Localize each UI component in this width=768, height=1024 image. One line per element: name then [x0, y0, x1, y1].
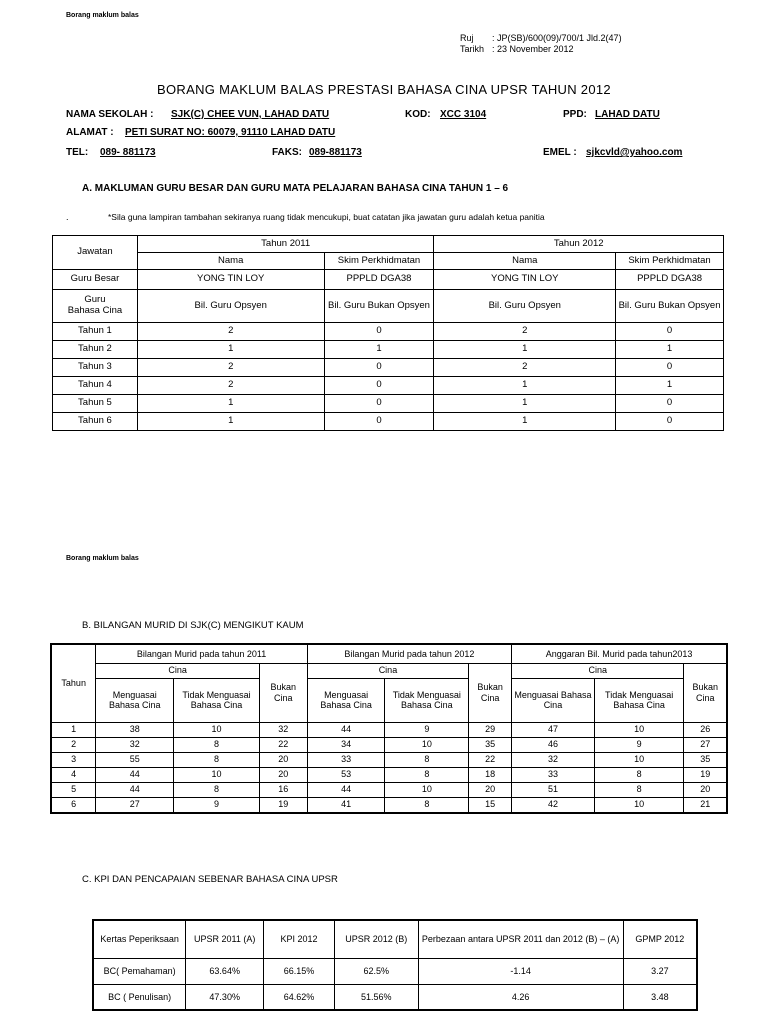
- ppd-label: PPD:: [563, 109, 587, 120]
- cell-value: 41: [307, 797, 385, 813]
- cell-value: 63.64%: [186, 958, 264, 984]
- gb-skim-2011: PPPLD DGA38: [324, 270, 434, 290]
- grp-2013: Anggaran Bil. Murid pada tahun2013: [512, 644, 727, 663]
- cell-value: 20: [684, 782, 727, 797]
- menguasai-2013: Menguasai Bahasa Cina: [512, 678, 595, 722]
- cell-value: 10: [594, 722, 684, 737]
- cell-value: 47: [512, 722, 595, 737]
- cell-value: 8: [385, 752, 469, 767]
- bukan-2011: Bukan Cina: [259, 663, 307, 722]
- tidak-2013: Tidak Menguasai Bahasa Cina: [594, 678, 684, 722]
- kpi-table: [92, 919, 698, 1011]
- cell-value: 8: [385, 767, 469, 782]
- cell-value: 20: [469, 782, 512, 797]
- table-row: [53, 395, 724, 413]
- cell-value: 9: [174, 797, 260, 813]
- col-gpmp: GPMP 2012: [623, 920, 697, 958]
- row-label: 6: [51, 797, 96, 813]
- cell-value: 29: [469, 722, 512, 737]
- menguasai-2012: Menguasai Bahasa Cina: [307, 678, 385, 722]
- col-kertas: Kertas Peperiksaan: [93, 920, 186, 958]
- grp-2012: Bilangan Murid pada tahun 2012: [307, 644, 511, 663]
- cell-value: 21: [684, 797, 727, 813]
- cell-value: 27: [96, 797, 174, 813]
- bukan-2013: Bukan Cina: [684, 663, 727, 722]
- alamat-label: ALAMAT :: [66, 127, 114, 138]
- opsyen-2012: Bil. Guru Opsyen: [434, 290, 616, 323]
- gb-nama-2011: YONG TIN LOY: [137, 270, 324, 290]
- kod-label: KOD:: [405, 109, 431, 120]
- cell-value: 4.26: [418, 984, 623, 1010]
- table-row: [51, 752, 727, 767]
- col-skim-2011: Skim Perkhidmatan: [324, 253, 434, 270]
- kod-value: XCC 3104: [440, 109, 487, 120]
- row-label: 5: [51, 782, 96, 797]
- guru-besar-label: Guru Besar: [53, 270, 138, 290]
- form-caption: Borang maklum balas: [66, 12, 139, 19]
- table-row: [51, 767, 727, 782]
- guru-bc-label: Guru Bahasa Cina: [53, 290, 138, 323]
- section-c-heading: C. KPI DAN PENCAPAIAN SEBENAR BAHASA CINA UPSR: [82, 874, 338, 885]
- cell-value: 46: [512, 737, 595, 752]
- col-upsr2011: UPSR 2011 (A): [186, 920, 264, 958]
- cell-value: 2: [434, 359, 616, 377]
- section-b-heading: B. BILANGAN MURID DI SJK(C) MENGIKUT KAUM: [82, 620, 304, 631]
- bukan-opsyen-2011: Bil. Guru Bukan Opsyen: [324, 290, 434, 323]
- page-title: BORANG MAKLUM BALAS PRESTASI BAHASA CINA UPSR TAHUN 2012: [157, 82, 611, 97]
- bukan-2012: Bukan Cina: [469, 663, 512, 722]
- cell-value: 0: [324, 413, 434, 431]
- ruj-value: : JP(SB)/600(09)/700/1 Jld.2(47): [492, 33, 622, 43]
- cell-value: 1: [616, 341, 724, 359]
- cell-value: 35: [684, 752, 727, 767]
- col-skim-2012: Skim Perkhidmatan: [616, 253, 724, 270]
- cell-value: 20: [259, 767, 307, 782]
- cell-value: 26: [684, 722, 727, 737]
- cell-value: 2: [434, 323, 616, 341]
- cell-value: 8: [174, 782, 260, 797]
- cell-value: 10: [385, 737, 469, 752]
- col-nama-2011: Nama: [137, 253, 324, 270]
- cell-value: 44: [96, 767, 174, 782]
- cell-value: 1: [434, 395, 616, 413]
- col-tahun-2011: Tahun 2011: [137, 236, 434, 253]
- cell-value: 2: [137, 377, 324, 395]
- col-tahun-2012: Tahun 2012: [434, 236, 724, 253]
- cell-value: 1: [137, 341, 324, 359]
- cell-value: 0: [324, 377, 434, 395]
- tarikh-label: Tarikh: [460, 44, 485, 54]
- row-label: 2: [51, 737, 96, 752]
- gb-skim-2012: PPPLD DGA38: [616, 270, 724, 290]
- cell-value: 53: [307, 767, 385, 782]
- section-a-heading: A. MAKLUMAN GURU BESAR DAN GURU MATA PELAJARAN BAHASA CINA TAHUN 1 – 6: [82, 183, 509, 194]
- cell-value: 19: [684, 767, 727, 782]
- cell-value: 19: [259, 797, 307, 813]
- table-row: [93, 958, 697, 984]
- row-label: Tahun 1: [53, 323, 138, 341]
- cell-value: 0: [616, 323, 724, 341]
- cell-value: 8: [594, 767, 684, 782]
- opsyen-2011: Bil. Guru Opsyen: [137, 290, 324, 323]
- cell-value: 0: [616, 413, 724, 431]
- cell-value: 33: [307, 752, 385, 767]
- cell-value: 55: [96, 752, 174, 767]
- row-label: BC ( Penulisan): [93, 984, 186, 1010]
- cell-value: 3.27: [623, 958, 697, 984]
- cina-2013: Cina: [512, 663, 684, 678]
- faks-label: FAKS:: [272, 147, 302, 158]
- bukan-opsyen-2012: Bil. Guru Bukan Opsyen: [616, 290, 724, 323]
- nama-label: NAMA SEKOLAH :: [66, 109, 154, 120]
- cell-value: 32: [96, 737, 174, 752]
- cell-value: 42: [512, 797, 595, 813]
- gb-nama-2012: YONG TIN LOY: [434, 270, 616, 290]
- cell-value: 1: [137, 413, 324, 431]
- cell-value: 44: [307, 722, 385, 737]
- ruj-label: Ruj: [460, 33, 474, 43]
- menguasai-2011: Menguasai Bahasa Cina: [96, 678, 174, 722]
- row-label: 4: [51, 767, 96, 782]
- cell-value: 20: [259, 752, 307, 767]
- row-label: Tahun 3: [53, 359, 138, 377]
- table-row: [53, 413, 724, 431]
- nama-value: SJK(C) CHEE VUN, LAHAD DATU: [171, 109, 330, 120]
- emel-label: EMEL :: [543, 147, 577, 158]
- cell-value: 51.56%: [334, 984, 418, 1010]
- table-row: [53, 323, 724, 341]
- teacher-table: [52, 235, 724, 431]
- cell-value: 10: [385, 782, 469, 797]
- row-label: BC( Pemahaman): [93, 958, 186, 984]
- cell-value: 1: [137, 395, 324, 413]
- col-tahun: Tahun: [51, 644, 96, 722]
- col-upsr2012: UPSR 2012 (B): [334, 920, 418, 958]
- row-label: 3: [51, 752, 96, 767]
- cell-value: -1.14: [418, 958, 623, 984]
- cina-2012: Cina: [307, 663, 468, 678]
- alamat-value: PETI SURAT NO: 60079, 91110 LAHAD DATU: [125, 127, 336, 138]
- cell-value: 9: [594, 737, 684, 752]
- tel-value: 089- 881173: [100, 147, 156, 158]
- cell-value: 0: [616, 395, 724, 413]
- form-caption-2: Borang maklum balas: [66, 555, 139, 562]
- cell-value: 22: [259, 737, 307, 752]
- cell-value: 1: [434, 341, 616, 359]
- cell-value: 35: [469, 737, 512, 752]
- row-label: Tahun 5: [53, 395, 138, 413]
- students-table: [50, 643, 728, 814]
- cell-value: 10: [174, 722, 260, 737]
- table-row: [53, 359, 724, 377]
- table-row: [53, 341, 724, 359]
- cell-value: 32: [512, 752, 595, 767]
- cell-value: 44: [96, 782, 174, 797]
- cell-value: 18: [469, 767, 512, 782]
- cell-value: 8: [174, 737, 260, 752]
- note-bullet: .: [66, 212, 69, 222]
- col-nama-2012: Nama: [434, 253, 616, 270]
- row-label: Tahun 4: [53, 377, 138, 395]
- cell-value: 1: [616, 377, 724, 395]
- col-kpi2012: KPI 2012: [264, 920, 335, 958]
- table-row: [51, 722, 727, 737]
- cell-value: 33: [512, 767, 595, 782]
- row-label: Tahun 2: [53, 341, 138, 359]
- cell-value: 8: [385, 797, 469, 813]
- cell-value: 34: [307, 737, 385, 752]
- cell-value: 2: [137, 323, 324, 341]
- cell-value: 0: [616, 359, 724, 377]
- cell-value: 22: [469, 752, 512, 767]
- tidak-2012: Tidak Menguasai Bahasa Cina: [385, 678, 469, 722]
- cell-value: 16: [259, 782, 307, 797]
- col-perbezaan: Perbezaan antara UPSR 2011 dan 2012 (B) – (A): [418, 920, 623, 958]
- row-label: 1: [51, 722, 96, 737]
- cell-value: 64.62%: [264, 984, 335, 1010]
- cell-value: 3.48: [623, 984, 697, 1010]
- cell-value: 8: [594, 782, 684, 797]
- cell-value: 27: [684, 737, 727, 752]
- cell-value: 1: [434, 377, 616, 395]
- faks-value: 089-881173: [309, 147, 362, 158]
- cell-value: 0: [324, 323, 434, 341]
- cell-value: 62.5%: [334, 958, 418, 984]
- cell-value: 38: [96, 722, 174, 737]
- ppd-value: LAHAD DATU: [595, 109, 660, 120]
- table-row: [53, 377, 724, 395]
- cell-value: 32: [259, 722, 307, 737]
- grp-2011: Bilangan Murid pada tahun 2011: [96, 644, 307, 663]
- cell-value: 10: [594, 752, 684, 767]
- cell-value: 1: [324, 341, 434, 359]
- table-row: [93, 984, 697, 1010]
- row-label: Tahun 6: [53, 413, 138, 431]
- cell-value: 66.15%: [264, 958, 335, 984]
- col-jawatan: Jawatan: [53, 236, 138, 270]
- emel-value: sjkcvld@yahoo.com: [586, 147, 683, 158]
- cell-value: 0: [324, 395, 434, 413]
- cell-value: 51: [512, 782, 595, 797]
- cell-value: 2: [137, 359, 324, 377]
- cina-2011: Cina: [96, 663, 259, 678]
- cell-value: 44: [307, 782, 385, 797]
- cell-value: 0: [324, 359, 434, 377]
- cell-value: 1: [434, 413, 616, 431]
- table-row: [51, 782, 727, 797]
- table-row: [51, 737, 727, 752]
- cell-value: 10: [594, 797, 684, 813]
- cell-value: 8: [174, 752, 260, 767]
- section-a-note: *Sila guna lampiran tambahan sekiranya ruang tidak mencukupi, buat catatan jika jawatan guru adalah ketua panitia: [108, 212, 545, 222]
- tarikh-value: : 23 November 2012: [492, 44, 574, 54]
- cell-value: 10: [174, 767, 260, 782]
- tel-label: TEL:: [66, 147, 89, 158]
- table-row: [51, 797, 727, 813]
- cell-value: 15: [469, 797, 512, 813]
- cell-value: 9: [385, 722, 469, 737]
- cell-value: 47.30%: [186, 984, 264, 1010]
- tidak-2011: Tidak Menguasai Bahasa Cina: [174, 678, 260, 722]
